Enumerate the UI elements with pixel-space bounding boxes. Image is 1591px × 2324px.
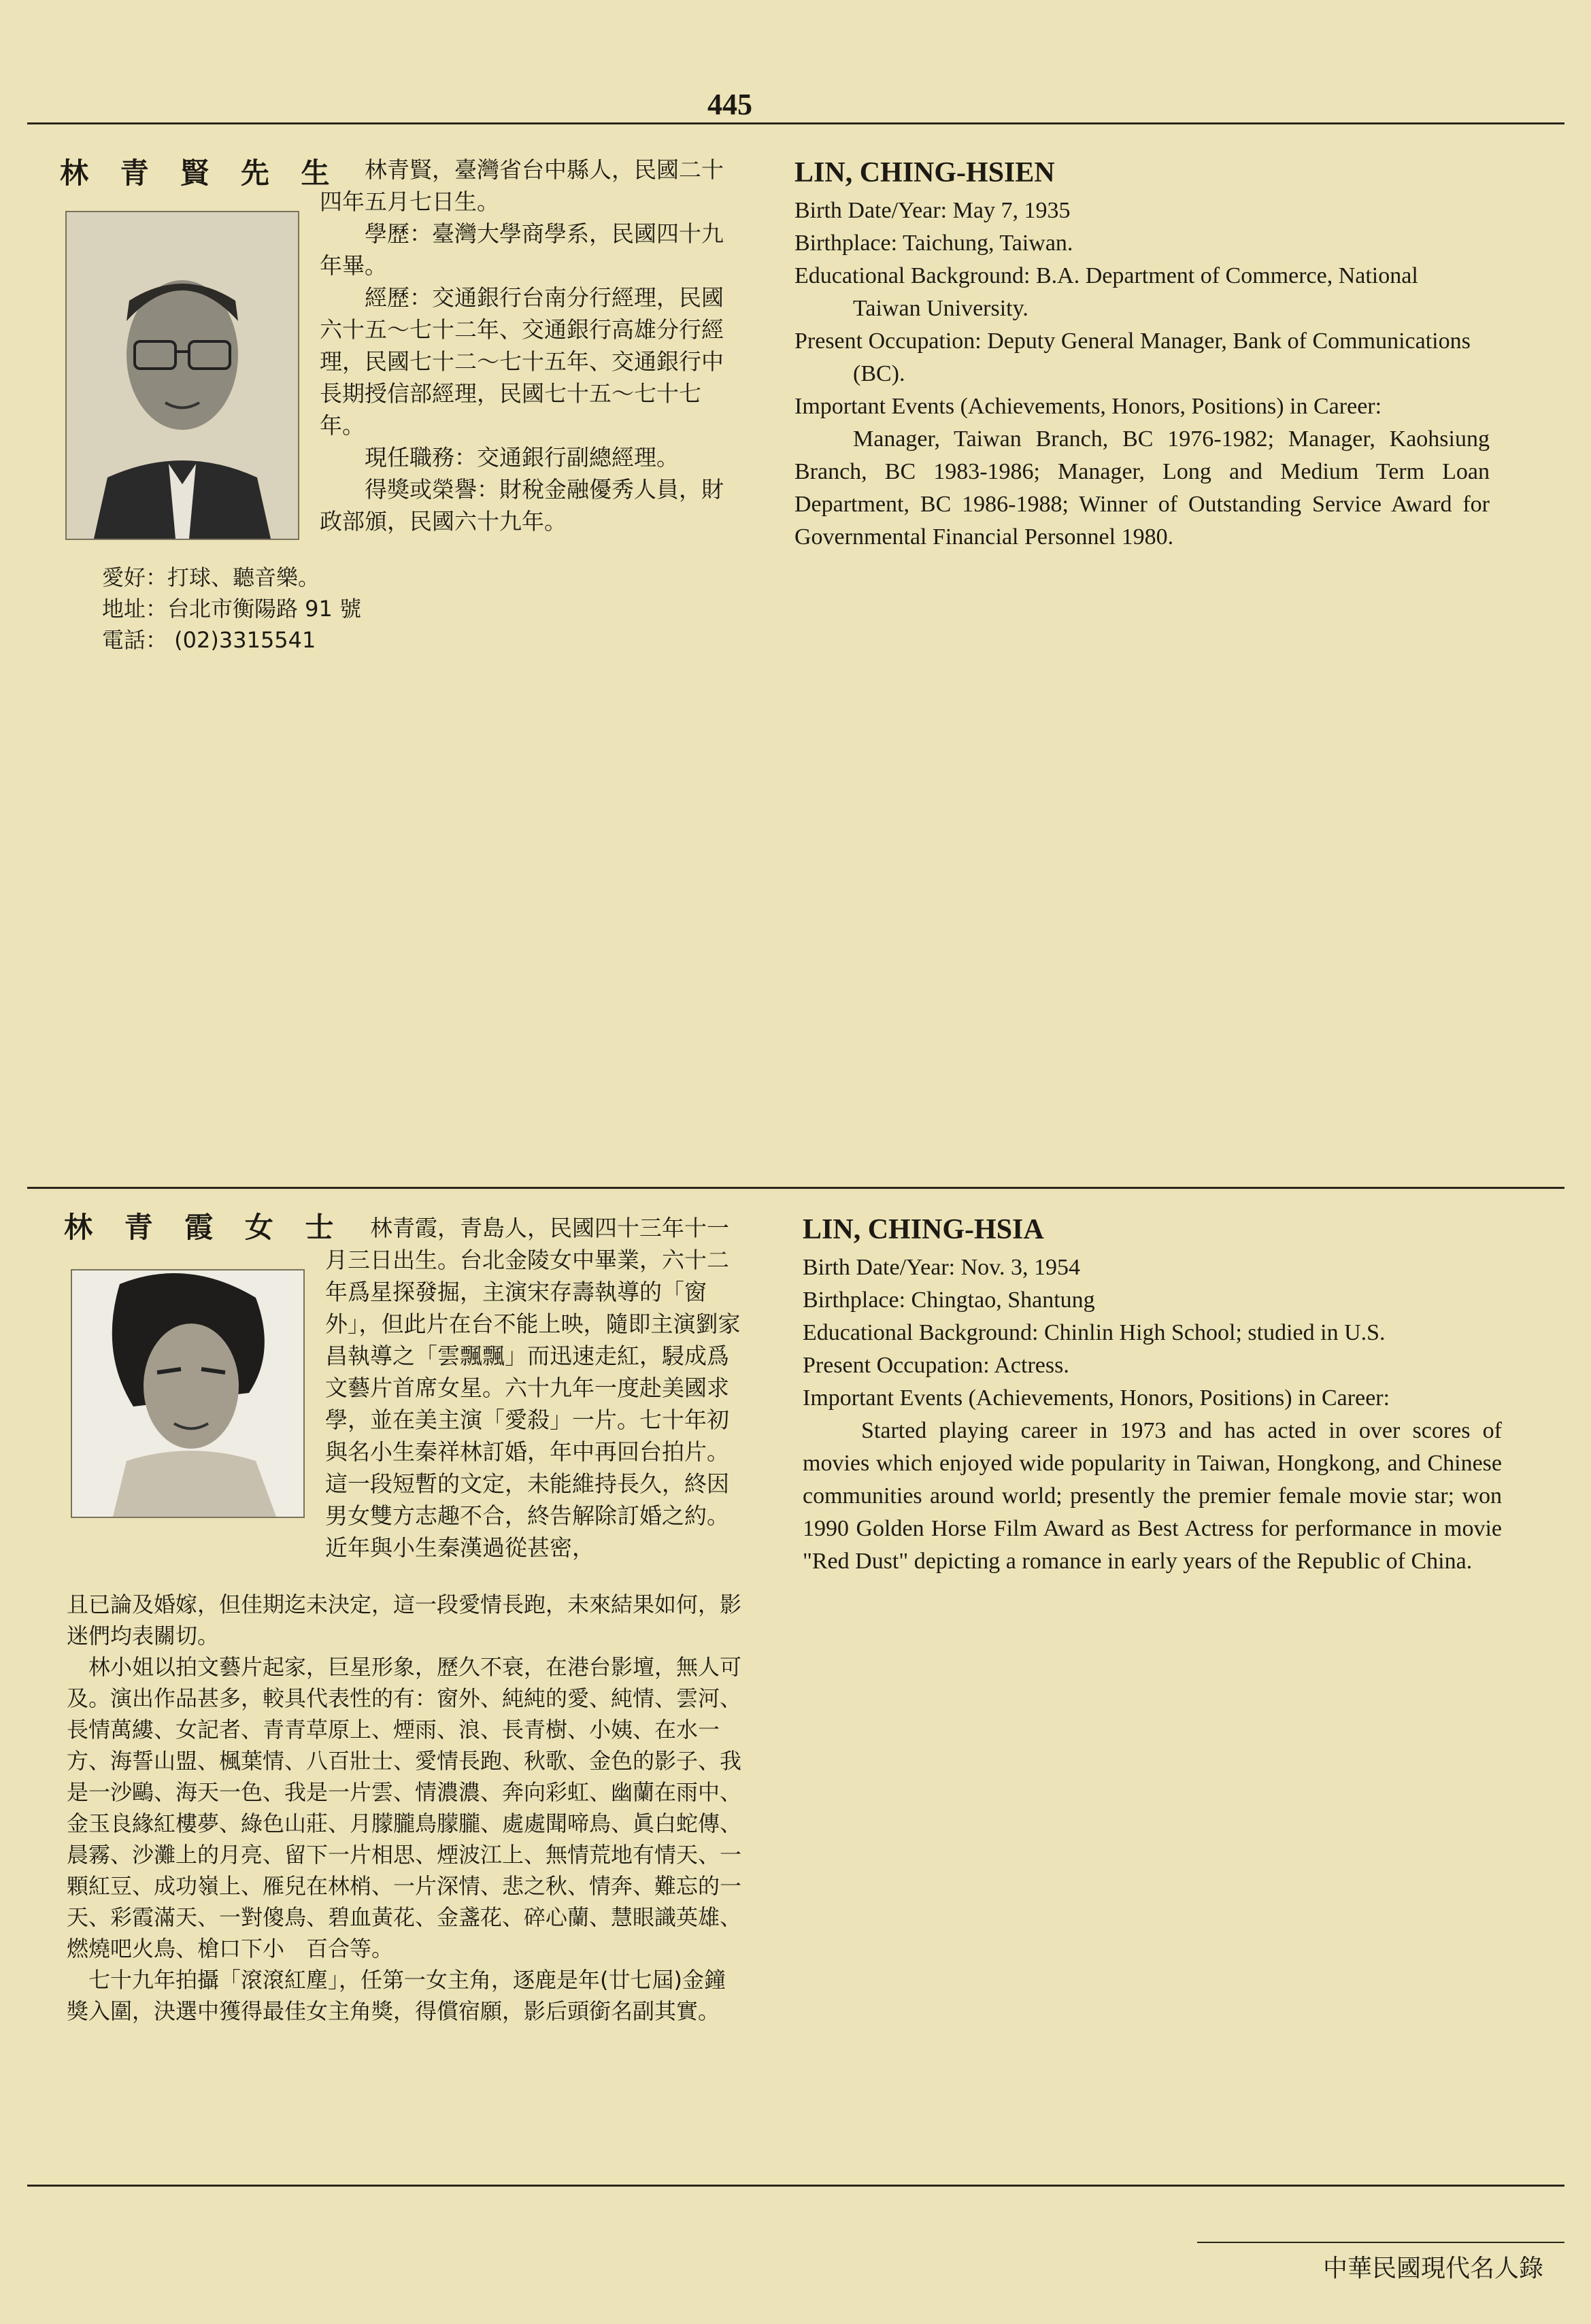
birthplace: Birthplace: Taichung, Taiwan. bbox=[794, 231, 1073, 256]
events-label: Important Events (Achievements, Honors, Positions) in Career: bbox=[794, 394, 1382, 419]
cn-name: 林 青 霞 女 士 bbox=[64, 1211, 345, 1244]
cn-bio-paragraph: 學歷：臺灣大學商學系，民國四十九年畢。 bbox=[320, 220, 724, 279]
en-bio bbox=[803, 1211, 1502, 1578]
occupation: Present Occupation: Deputy General Manager, Bank of Communications (BC). bbox=[794, 329, 1471, 386]
events-text: Manager, Taiwan Branch, BC 1976-1982; Manager, Kaohsiung Branch, BC 1983-1986; Manager, Long and Medium Term Loan Department, BC 1986-1988; Winner of Outstanding Service Award for Governmental Financial Personnel 1980. bbox=[794, 426, 1490, 550]
en-name: LIN, CHING-HSIEN bbox=[794, 157, 1055, 188]
portrait-photo bbox=[71, 1269, 305, 1518]
portrait-photo bbox=[65, 211, 299, 540]
cn-bio-paragraph: 現任職務：交通銀行副總經理。 bbox=[365, 444, 679, 471]
cn-filmography: 林小姐以拍文藝片起家，巨星形象，歷久不衰，在港台影壇，無人可及。演出作品甚多，較具代表性的有：窗外、純純的愛、純情、雲河、長情萬縷、女記者、青青草原上、煙雨、浪、長青樹、小姨、在水一方、海誓山盟、楓葉情、八百壯士、愛情長跑、秋歌、金色的影子、我是一沙鷗、海天一色、我是一片雲、情濃濃、奔向彩虹、幽蘭在雨中、金玉良緣紅樓夢、綠色山莊、月朦朧鳥朦朧、處處聞啼鳥、眞白蛇傳、晨霧、沙灘上的月亮、留下一片相思、煙波江上、無情荒地有情天、一顆紅豆、成功嶺上、雁兒在林梢、一片深情、悲之秋、情奔、難忘的一天、彩霞滿天、一對傻鳥、碧血黃花、金盞花、碎心蘭、慧眼識英雄、燃燒吧火鳥、槍口下小 百合等。 bbox=[67, 1654, 742, 1961]
top-rule bbox=[27, 122, 1564, 124]
cn-bio-paragraph: 得獎或榮譽：財稅金融優秀人員，財政部頒，民國六十九年。 bbox=[320, 476, 724, 535]
page-number: 445 bbox=[707, 88, 752, 121]
book-title-footer: 中華民國現代名人錄 bbox=[1322, 2255, 1543, 2283]
birth-date: Birth Date/Year: May 7, 1935 bbox=[794, 198, 1071, 223]
education: Educational Background: B.A. Department of Commerce, National Taiwan University. bbox=[794, 263, 1418, 321]
events-label: Important Events (Achievements, Honors, Positions) in Career: bbox=[803, 1385, 1390, 1411]
cn-contact bbox=[102, 562, 646, 656]
cn-bio-paragraph: 經歷：交通銀行台南分行經理，民國六十五～七十二年、交通銀行高雄分行經理，民國七十二～七十五年、交通銀行中長期授信部經理，民國七十五～七十七年。 bbox=[320, 284, 724, 439]
education: Educational Background: Chinlin High School; studied in U.S. bbox=[803, 1320, 1386, 1345]
cn-bio-continued bbox=[67, 1589, 743, 2027]
phone: 電話： (02)3315541 bbox=[102, 627, 316, 653]
cn-name: 林 青 賢 先 生 bbox=[60, 156, 341, 190]
occupation: Present Occupation: Actress. bbox=[803, 1353, 1069, 1378]
cn-bio bbox=[320, 154, 735, 537]
cn-bio-paragraph: 且已論及婚嫁，但佳期迄未決定，這一段愛情長跑，未來結果如何，影迷們均表關切。 bbox=[67, 1592, 742, 1649]
cn-bio-paragraph: 林青賢，臺灣省台中縣人，民國二十四年五月七日生。 bbox=[320, 156, 724, 215]
hobby: 愛好：打球、聽音樂。 bbox=[102, 565, 320, 590]
cn-award: 七十九年拍攝「滾滾紅塵」，任第一女主角，逐鹿是年(廿七屆)金鐘獎入圍，決選中獲得最佳女主角獎，得償宿願，影后頭銜名副其實。 bbox=[67, 1967, 726, 2024]
address: 地址：台北市衡陽路 91 號 bbox=[102, 596, 362, 622]
divider-rule bbox=[27, 1187, 1564, 1189]
cn-bio bbox=[325, 1212, 741, 1564]
bottom-rule bbox=[27, 2185, 1564, 2187]
cn-bio-paragraph: 林青霞，青島人，民國四十三年十一月三日出生。台北金陵女中畢業，六十二年爲星探發掘，主演宋存壽執導的「窗外」，但此片在台不能上映，隨即主演劉家昌執導之「雲飄飄」而迅速走紅，駸成爲文藝片首席女星。六十九年一度赴美國求學，並在美主演「愛殺」一片。七十年初與名小生秦祥林訂婚，年中再回台拍片。這一段短暫的文定，未能維持長久，終因男女雙方志趣不合，終告解除訂婚之約。近年與小生秦漢過從甚密， bbox=[325, 1215, 741, 1561]
events-text: Started playing career in 1973 and has acted in over scores of movies which enjoyed wide popularity in Taiwan, Hongkong, and Chinese communities around world; presently the premier female movie star; won 1990 Golden Horse Film Award as Best Actress for performance in movie "Red Dust" depicting a romance in early years of the Republic of China. bbox=[803, 1418, 1502, 1574]
en-name: LIN, CHING-HSIA bbox=[803, 1214, 1044, 1245]
birth-date: Birth Date/Year: Nov. 3, 1954 bbox=[803, 1255, 1080, 1280]
footer-rule bbox=[1197, 2242, 1564, 2243]
en-bio bbox=[794, 154, 1490, 554]
birthplace: Birthplace: Chingtao, Shantung bbox=[803, 1287, 1095, 1313]
